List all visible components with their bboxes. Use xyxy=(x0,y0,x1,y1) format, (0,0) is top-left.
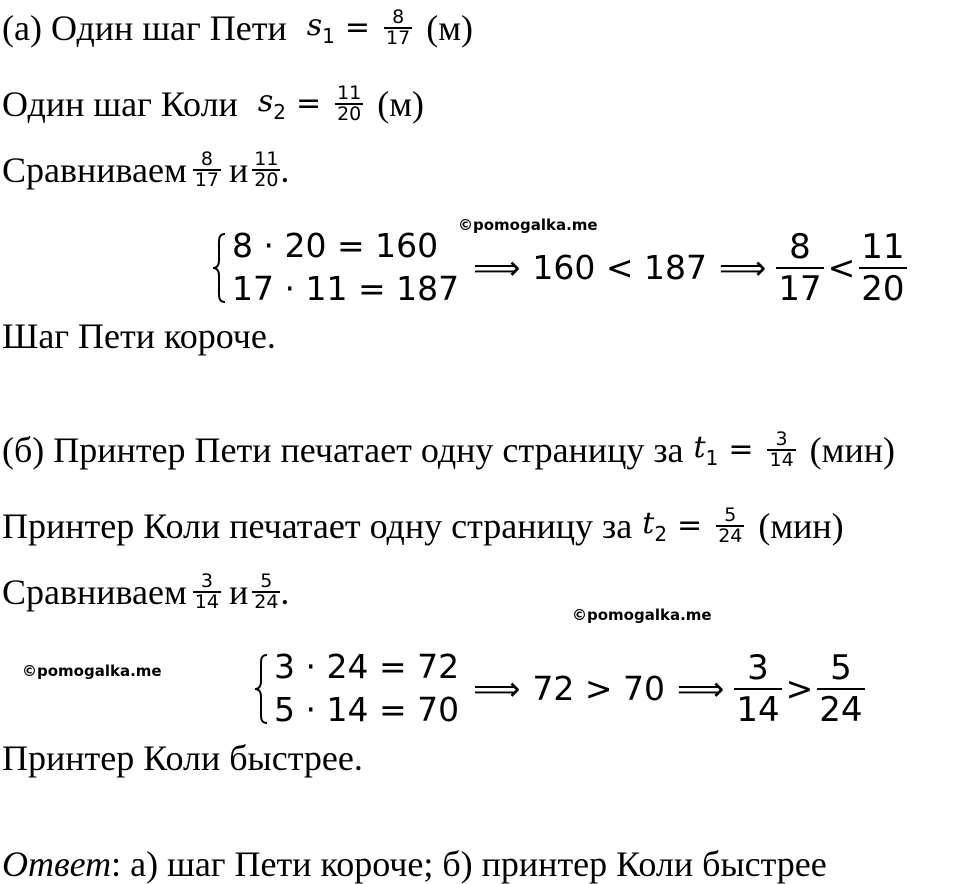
system-row-1: 8 · 20 = 160 xyxy=(232,226,439,265)
part-b-line-2 xyxy=(2,506,844,546)
equals-sign: = xyxy=(728,432,754,467)
left-brace-icon xyxy=(212,232,226,304)
unit-minutes: (мин) xyxy=(809,430,895,470)
comparison-sign: < xyxy=(827,248,856,288)
fraction-8-17: $\frac{8}{17}$ xyxy=(778,226,822,309)
variable-s1: $s_1$ xyxy=(306,7,335,48)
system-row-2: 17 · 11 = 187 xyxy=(232,268,460,308)
unit-meters: (м) xyxy=(426,8,473,48)
comparison-sign: > xyxy=(785,669,814,709)
period: . xyxy=(280,150,290,190)
variable-s2: $s_2$ xyxy=(257,83,286,124)
compare-text: Сравниваем xyxy=(2,150,187,190)
implies-arrow: ⟹ xyxy=(473,669,521,709)
part-b-system xyxy=(254,646,869,732)
equals-sign: = xyxy=(344,10,371,45)
fraction-11-20: $\frac{11}{20}$ xyxy=(861,226,905,309)
fraction-3-14: $\frac{3}{14}$ xyxy=(736,647,780,730)
part-a-conclusion xyxy=(2,318,276,354)
fraction-8-17: $\frac{8}{17}$ xyxy=(194,148,219,191)
part-b-line1-text: (б) Принтер Пети печатает одну страницу за xyxy=(2,430,684,470)
implies-arrow: ⟹ xyxy=(677,669,725,709)
unit-minutes: (мин) xyxy=(758,506,844,546)
fraction-11-20: $\frac{11}{20}$ xyxy=(254,148,279,191)
part-b-line2-text: Принтер Коли печатает одну страницу за xyxy=(2,506,633,546)
watermark: ©pomogalka.me xyxy=(22,662,162,680)
conclusion-text: Шаг Пети короче. xyxy=(2,316,276,356)
equals-sign: = xyxy=(295,86,322,121)
period: . xyxy=(280,572,290,612)
fraction-5-24: $\frac{5}{24}$ xyxy=(819,647,863,730)
fraction-8-17: $\frac{8}{17}$ xyxy=(386,6,411,49)
system-row-2: 5 · 14 = 70 xyxy=(274,689,460,729)
part-a-system xyxy=(212,225,911,311)
compare-and: и xyxy=(228,150,249,190)
fraction-3-14: $\frac{3}{14}$ xyxy=(769,428,794,471)
compare-and: и xyxy=(228,572,249,612)
answer-line xyxy=(2,846,827,882)
inequality: 160 < 187 xyxy=(532,248,707,288)
part-b-conclusion xyxy=(2,740,363,776)
part-b-line-1 xyxy=(2,430,895,470)
watermark: ©pomogalka.me xyxy=(572,606,712,624)
compare-text: Сравниваем xyxy=(2,572,187,612)
conclusion-text: Принтер Коли быстрее. xyxy=(2,738,363,778)
part-a-compare-line xyxy=(2,150,289,190)
system-row-1: 3 · 24 = 72 xyxy=(274,647,460,686)
fraction-5-24: $\frac{5}{24}$ xyxy=(254,570,279,613)
part-a-line2-text: Один шаг Коли xyxy=(2,84,238,124)
variable-t1: $t_1$ xyxy=(693,429,719,470)
part-a-line-2 xyxy=(2,84,424,124)
inequality: 72 > 70 xyxy=(532,669,666,709)
implies-arrow: ⟹ xyxy=(719,248,767,288)
variable-t2: $t_2$ xyxy=(642,505,668,546)
implies-arrow: ⟹ xyxy=(473,248,521,288)
part-a-line1-text: (а) Один шаг Пети xyxy=(2,8,287,48)
fraction-3-14: $\frac{3}{14}$ xyxy=(194,570,219,613)
part-a-line-1 xyxy=(2,8,473,48)
fraction-11-20: $\frac{11}{20}$ xyxy=(337,82,362,125)
equals-sign: = xyxy=(677,508,703,543)
part-b-compare-line xyxy=(2,572,289,612)
answer-text: : а) шаг Пети короче; б) принтер Коли быстрее xyxy=(111,844,827,884)
fraction-5-24: $\frac{5}{24}$ xyxy=(718,504,743,547)
watermark: ©pomogalka.me xyxy=(458,216,598,234)
unit-meters: (м) xyxy=(377,84,425,124)
answer-label: Ответ xyxy=(2,844,112,884)
left-brace-icon xyxy=(254,653,268,725)
